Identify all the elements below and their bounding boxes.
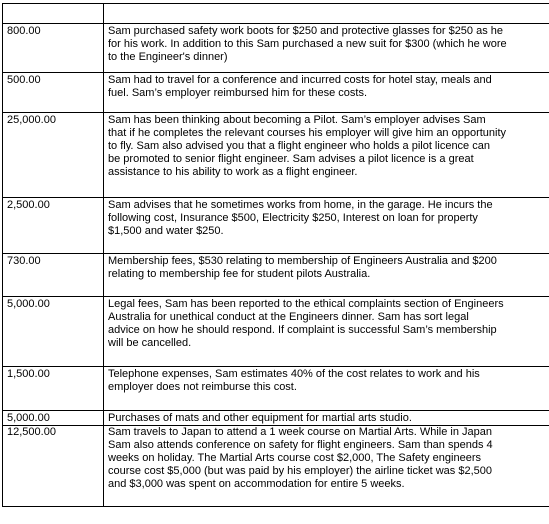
description-line: Sam also attends conference on safety for flight engineers. Sam than spends 4 bbox=[108, 439, 493, 451]
description-line: will be cancelled. bbox=[108, 337, 192, 349]
description-cell bbox=[104, 24, 549, 73]
amount-cell bbox=[3, 411, 104, 507]
amount-cell bbox=[3, 24, 104, 73]
description-line: fuel. Sam’s employer reimbursed him for these costs. bbox=[108, 87, 368, 99]
description-cell bbox=[104, 73, 549, 113]
table-row bbox=[3, 411, 549, 507]
amount-value: 1,500.00 bbox=[7, 368, 50, 380]
amount-cell bbox=[3, 297, 104, 367]
amount-cell bbox=[3, 254, 104, 297]
amount-cell bbox=[3, 113, 104, 198]
table-row bbox=[3, 254, 549, 297]
description-line: assistance to his ability to work as a flight engineer. bbox=[108, 166, 358, 178]
amount-cell bbox=[3, 367, 104, 411]
table-row bbox=[3, 198, 549, 254]
table-header-row bbox=[3, 4, 549, 24]
amount-value: 25,000.00 bbox=[7, 114, 56, 126]
description-line: for his work. In addition to this Sam purchased a new suit for $300 (which he wore bbox=[108, 38, 507, 50]
description-line: Membership fees, $530 relating to membership of Engineers Australia and $200 bbox=[108, 255, 497, 267]
description-line: following cost, Insurance $500, Electricity $250, Interest on loan for property bbox=[108, 212, 478, 224]
description-line: employer does not reimburse this cost. bbox=[108, 381, 297, 393]
amount-cell bbox=[3, 73, 104, 113]
amount-value: 730.00 bbox=[7, 255, 41, 267]
description-line: Legal fees, Sam has been reported to the ethical complaints section of Engineers bbox=[108, 298, 504, 310]
description-line: relating to membership fee for student pilots Australia. bbox=[108, 268, 371, 280]
description-line: to the Engineer's dinner) bbox=[108, 51, 228, 63]
amount-value: 2,500.00 bbox=[7, 199, 50, 211]
description-line: Sam purchased safety work boots for $250 and protective glasses for $250 as he bbox=[108, 25, 504, 37]
table-row bbox=[3, 113, 549, 198]
description-line: and $3,000 was spent on accommodation for entire 5 weeks. bbox=[108, 478, 405, 490]
amount-value-secondary: 12,500.00 bbox=[7, 426, 56, 438]
description-cell bbox=[104, 198, 549, 254]
description-line: $1,500 and water $250. bbox=[108, 225, 224, 237]
description-line: course cost $5,000 (but was paid by his employer) the airline ticket was $2,500 bbox=[108, 465, 492, 477]
description-line: Telephone expenses, Sam estimates 40% of the cost relates to work and his bbox=[108, 368, 480, 380]
description-line: Sam had to travel for a conference and incurred costs for hotel stay, meals and bbox=[108, 74, 492, 86]
amount-value: 500.00 bbox=[7, 74, 41, 86]
description-line: weeks on holiday. The Martial Arts course cost $2,000, The Safety engineers bbox=[108, 452, 481, 464]
description-line: to fly. Sam also advised you that a flight engineer who holds a pilot licence can bbox=[108, 140, 490, 152]
table-row bbox=[3, 297, 549, 367]
description-cell bbox=[104, 113, 549, 198]
amount-value: 5,000.00 bbox=[3, 411, 103, 426]
description-line: Sam has been thinking about becoming a Pilot. Sam’s employer advises Sam bbox=[108, 114, 486, 126]
amount-cell bbox=[3, 198, 104, 254]
header-description-cell bbox=[104, 4, 549, 24]
description-cell bbox=[104, 411, 549, 507]
amount-value: 800.00 bbox=[7, 25, 41, 37]
header-amount-cell bbox=[3, 4, 104, 24]
description-line: advice on how he should respond. If complaint is successful Sam’s membership bbox=[108, 324, 497, 336]
table-row bbox=[3, 24, 549, 73]
description-line: that if he completes the relevant courses his employer will give him an opportunity bbox=[108, 127, 507, 139]
description-cell bbox=[104, 254, 549, 297]
description-line: Purchases of mats and other equipment for martial arts studio. bbox=[104, 412, 549, 426]
description-line: Sam advises that he sometimes works from home, in the garage. He incurs the bbox=[108, 199, 493, 211]
description-line: Australia for unethical conduct at the Engineers dinner. Sam has sort legal bbox=[108, 311, 469, 323]
table-row bbox=[3, 367, 549, 411]
description-cell bbox=[104, 297, 549, 367]
expense-table bbox=[2, 3, 549, 507]
description-line: Sam travels to Japan to attend a 1 week course on Martial Arts. While in Japan bbox=[108, 426, 492, 438]
description-line: be promoted to senior flight engineer. Sam advises a pilot licence is a great bbox=[108, 153, 474, 165]
description-cell bbox=[104, 367, 549, 411]
amount-value: 5,000.00 bbox=[7, 298, 50, 310]
table-row bbox=[3, 73, 549, 113]
